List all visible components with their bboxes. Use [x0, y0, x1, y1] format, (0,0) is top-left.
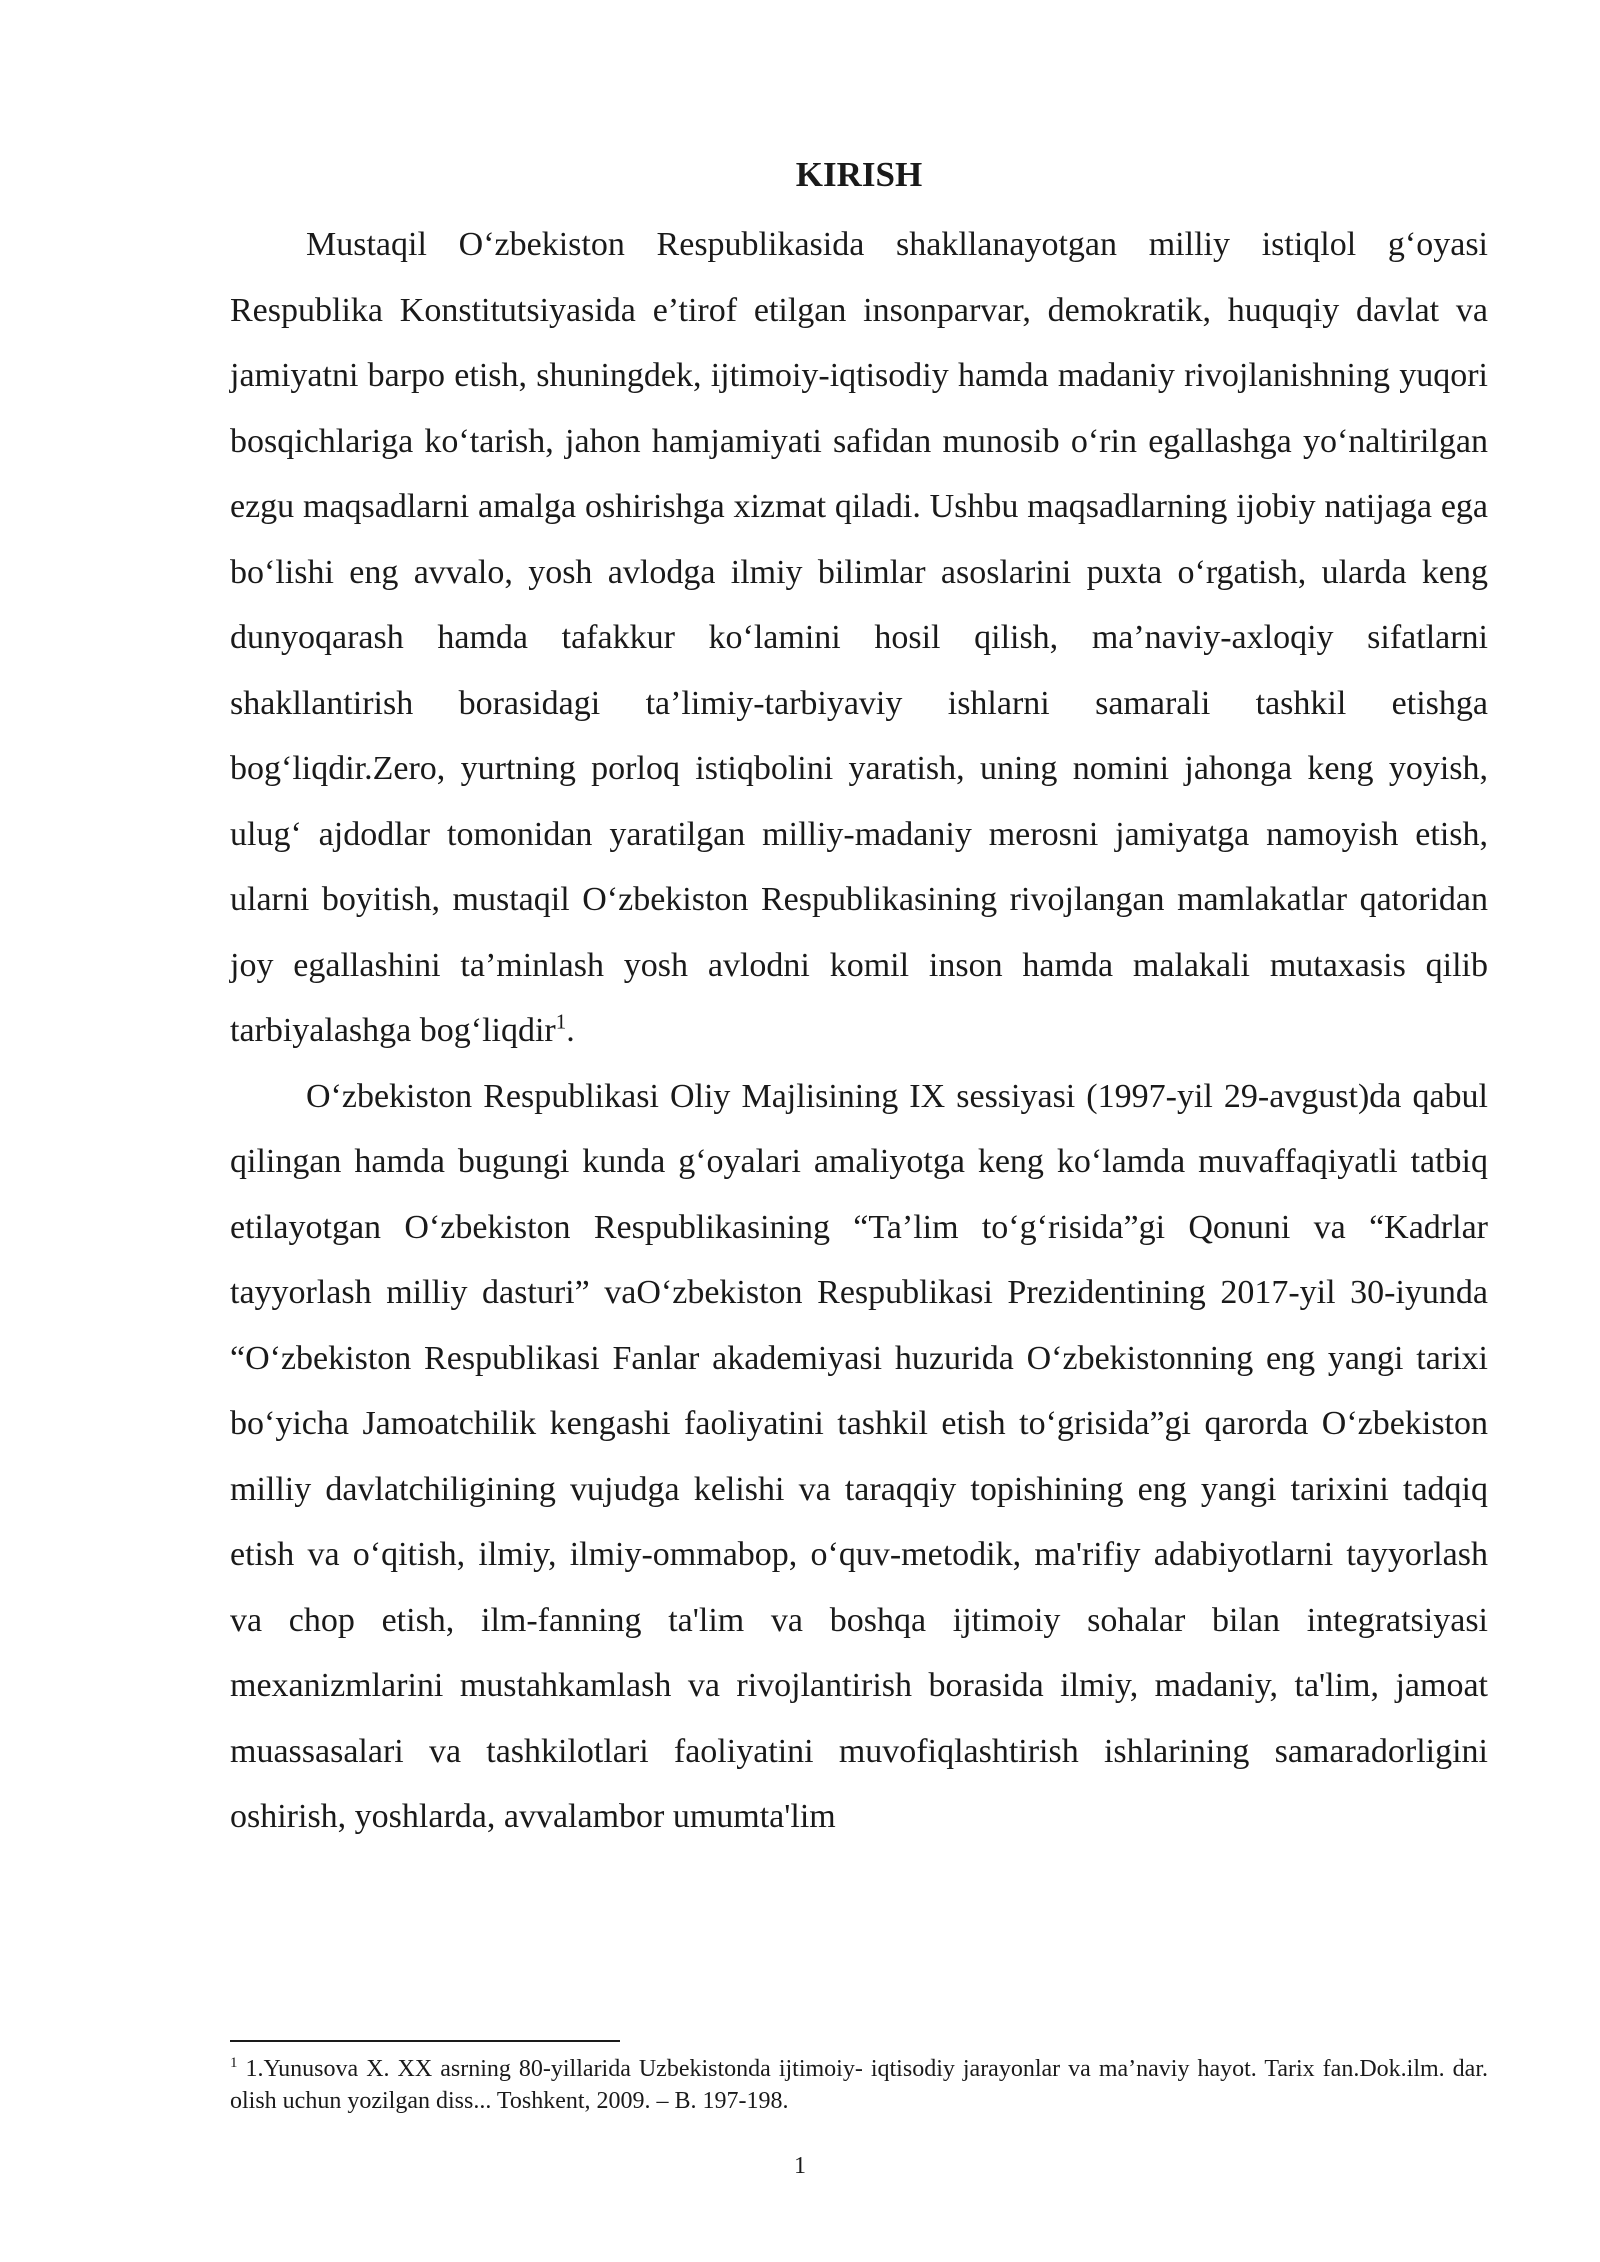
footnote-number: 1	[230, 2055, 238, 2071]
paragraph-2-text: O‘zbekiston Respublikasi Oliy Majlisining IX sessiyasi (1997-yil 29-avgust)da qabul qilingan hamda bugungi kunda g‘oyalari amaliyotga keng ko‘lamda muvaffaqiyatli tatbiq etilayotgan O‘zbekiston Respublikasining “Ta’lim to‘g‘risida”gi Qonuni va “Kadrlar tayyorlash milliy dasturi” vaO‘zbekiston Respublikasi Prezidentining 2017-yil 30-iyunda “O‘zbekiston Respublikasi Fanlar akademiyasi huzurida O‘zbekistonning eng yangi tarixi bo‘yicha Jamoatchilik kengashi faoliyatini tashkil etish to‘grisida”gi qarorda O‘zbekiston milliy davlatchiligining vujudga kelishi va taraqqiy topishining eng yangi tarixini tadqiq etish va o‘qitish, ilmiy, ilmiy-ommabop, o‘quv-metodik, ma'rifiy adabiyotlarni tayyorlash va chop etish, ilm-fanning ta'lim va boshqa ijtimoiy sohalar bilan integratsiyasi mexanizmlarini mustahkamlash va rivojlantirish borasida ilmiy, madaniy, ta'lim, jamoat muassasalari va tashkilotlari faoliyatini muvofiqlashtirish ishlarining samaradorligini oshirish, yoshlarda, avvalambor umumta'lim	[230, 1077, 1488, 1835]
footnote-reference: 1	[555, 1009, 567, 1034]
paragraph-1	[230, 212, 1488, 1064]
paragraph-2	[230, 1064, 1488, 1850]
paragraph-1-end: .	[566, 1012, 575, 1049]
body-text	[230, 212, 1488, 1850]
page-number: 1	[794, 2153, 806, 2179]
footnote-text: 1.Yunusova X. XX asrning 80-yillarida Uzbekistonda ijtimoiy- iqtisodiy jarayonlar va ma’naviy hayot. Tarix fan.Dok.ilm. dar. olish uchun yozilgan diss... Toshkent, 2009. – B. 197-198.	[230, 2056, 1488, 2114]
footnote-separator	[230, 2040, 620, 2042]
paragraph-1-text: Mustaqil O‘zbekiston Respublikasida shakllanayotgan milliy istiqlol g‘oyasi Respublika Konstitutsiyasida e’tirof etilgan insonparvar, demokratik, huquqiy davlat va jamiyatni barpo etish, shuningdek, ijtimoiy-iqtisodiy hamda madaniy rivojlanishning yuqori bosqichlariga ko‘tarish, jahon hamjamiyati safidan munosib o‘rin egallashga yo‘naltirilgan ezgu maqsadlarni amalga oshirishga xizmat qiladi. Ushbu maqsadlarning ijobiy natijaga ega bo‘lishi eng avvalo, yosh avlodga ilmiy bilimlar asoslarini puxta o‘rgatish, ularda keng dunyoqarash hamda tafakkur ko‘lamini hosil qilish, ma’naviy-axloqiy sifatlarni shakllantirish borasidagi ta’limiy-tarbiyaviy ishlarni samarali tashkil etishga bog‘liqdir.Zero, yurtning porloq istiqbolini yaratish, uning nomini jahonga keng yoyish, ulug‘ ajdodlar tomonidan yaratilgan milliy-madaniy merosni jamiyatga namoyish etish, ularni boyitish, mustaqil O‘zbekiston Respublikasining rivojlangan mamlakatlar qatoridan joy egallashini ta’minlash yosh avlodni komil inson hamda malakali mutaxasis qilib tarbiyalashga bog‘liqdir	[230, 226, 1488, 1049]
footnote	[230, 2053, 1488, 2117]
page-heading: KIRISH	[795, 155, 923, 194]
